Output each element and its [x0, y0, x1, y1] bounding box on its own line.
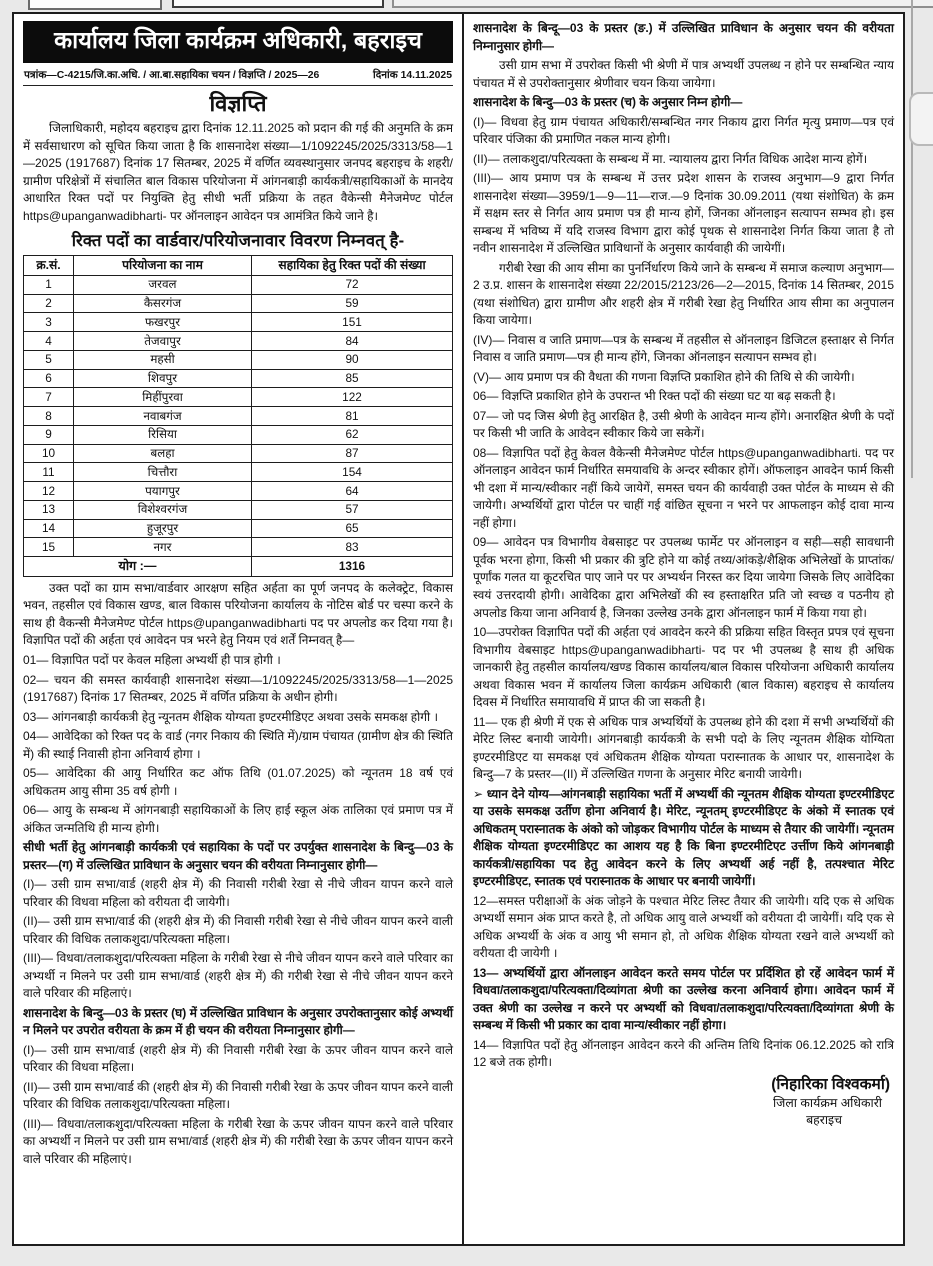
- table-cell: रिसिया: [74, 425, 252, 444]
- table-cell: नवाबगंज: [74, 407, 252, 426]
- table-row: [24, 519, 453, 538]
- clipping-fragment-right-border: [911, 0, 913, 478]
- table-row: [24, 538, 453, 557]
- table-cell: 81: [252, 407, 453, 426]
- table-cell: 62: [252, 425, 453, 444]
- notice-date: दिनांक 14.11.2025: [373, 70, 452, 82]
- table-row: [24, 332, 453, 351]
- paragraph: 09— आवेदन पत्र विभागीय वेबसाइट पर उपलब्ध फार्मेट पर ऑनलाइन व सही—सही सावधानी पूर्वक भरना होगा, किसी भी प्रकार की त्रुटि होने या कोई तथ्य/आंकड़े/शैक्षिक अभिलेखों के प्राप्तांक/पूर्णांक गलत या कूटरचित पाए जाने पर पर अभ्यर्थन निरस्त कर दिया जायेगा जिसके लिए आवेदिका स्वयं उत्तरदायी होगी। आवेदिका द्वारा अभिलेखों की स्व हस्ताक्षरित प्रति जो स्वच्छ व पठनीय हो अपलोड किया जाना अनिवार्य है, जिनका उल्लेख उनके द्वारा ऑनलाइन फार्म में किया गया हो।: [473, 535, 894, 620]
- table-cell: 9: [24, 425, 74, 444]
- table-row: [24, 294, 453, 313]
- table-cell: 10: [24, 444, 74, 463]
- table-header-row: [24, 256, 453, 275]
- clipping-fragment-top-left: [28, 0, 162, 10]
- paragraph: 08— विज्ञापित पदों हेतु केवल वैकेन्सी मैनेजमेण्ट पोर्टल https@upanganwadibharti. पद पर ऑनलाइन आवेदन फार्म निर्धारित समयावधि के अन्दर स्वीकार होगें। ऑफलाइन आवदेन फार्म किसी भी दशा में मान्य/स्वीकार नहीं किये जायेगें, समस्त चयन की कार्यवाही उक्त पोर्टल के माध्यम से की जायेगी। अभ्यर्थियों द्वारा पोर्टल पर चाहीं गई वांछित सूचना न भरने पर आफलाइन कोई दावा मान्य नहीं होगा।: [473, 445, 894, 530]
- left-column: [14, 14, 464, 1244]
- table-cell: विशेश्वरगंज: [74, 500, 252, 519]
- table-row: [24, 444, 453, 463]
- paragraph: (II)— उसी ग्राम सभा/वार्ड की (शहरी क्षेत्र में) की निवासी गरीबी रेखा के ऊपर जीवन यापन करने वाली परिवार की विधिक तलाकशुदा/परित्यक्ता महिला।: [23, 1079, 453, 1112]
- table-cell: 84: [252, 332, 453, 351]
- table-row: [24, 369, 453, 388]
- paragraph: (III)— विधवा/तलाकशुदा/परित्यक्ता महिला के गरीबी रेखा के ऊपर जीवन यापन करने वाले परिवार का अभ्यर्थी न मिलने पर उसी ग्राम सभा/वार्ड (शहरी क्षेत्र में) की गरीबी रेखा के ऊपर जीवन यापन करने वाले परिवार की महिलाएं।: [23, 1116, 453, 1166]
- notice-clipping: [12, 12, 905, 1246]
- table-row: [24, 407, 453, 426]
- paragraph: 06— आयु के सम्बन्ध में आंगनबाड़ी सहायिकाओं के लिए हाई स्कूल अंक तालिका एवं प्रमाण पत्र में अंकित जन्मतिथि ही मान्य होगी।: [23, 803, 453, 835]
- table-cell: नगर: [74, 538, 252, 557]
- column-header-vacancies: सहायिका हेतु रिक्त पदों की संख्या: [252, 256, 453, 275]
- table-cell: 13: [24, 500, 74, 519]
- table-cell: तेजवापुर: [74, 332, 252, 351]
- paragraph: (IV)— निवास व जाति प्रमाण—पत्र के सम्बन्ध में तहसील से ऑनलाइन डिजिटल हस्ताक्षर से निर्गत निवास व जाति प्रमाण—पत्र ही मान्य होंगे, जिनका ऑनलाइन सत्यापन सम्भव हो।: [473, 332, 894, 365]
- table-row: [24, 275, 453, 294]
- table-cell: 11: [24, 463, 74, 482]
- reference-row: [23, 66, 453, 86]
- paragraph: (I)— विधवा हेतु ग्राम पंचायत अधिकारी/सम्बन्धित नगर निकाय द्वारा निर्गत मृत्यु प्रमाण—पत्र एवं परिवार पंजिका की प्रमाणित नकल मान्य होगी।: [473, 114, 894, 147]
- table-cell: 90: [252, 350, 453, 369]
- signatory-designation: जिला कार्यक्रम अधिकारी: [772, 1096, 882, 1111]
- paragraph: 03— आंगनबाड़ी कार्यकत्री हेतु न्यूनतम शैक्षिक योग्यता इण्टरमीडिएट अथवा उसके समकक्ष होगी ।: [23, 709, 439, 724]
- table-cell: कैसरगंज: [74, 294, 252, 313]
- table-cell: फखरपुर: [74, 313, 252, 332]
- table-row: [24, 313, 453, 332]
- table-cell: 14: [24, 519, 74, 538]
- table-row: [24, 482, 453, 501]
- table-cell: महसी: [74, 350, 252, 369]
- vacancy-table: [23, 255, 453, 576]
- notice-title: विज्ञप्ति: [209, 91, 267, 117]
- letter-number: पत्रांक—C-4215/जि.का.अधि. / आ.बा.सहायिका चयन / विज्ञप्ति / 2025—26: [24, 70, 320, 82]
- table-cell: 6: [24, 369, 74, 388]
- table-cell: चित्तौरा: [74, 463, 252, 482]
- paragraph: (III)— विधवा/तलाकशुदा/परित्यक्ता महिला के गरीबी रेखा से नीचे जीवन यापन करने वाले परिवार का अभ्यर्थी न मिलने पर उसी ग्राम सभा/वार्ड (शहरी क्षेत्र में) की गरीबी रेखा से नीचे जीवन यापन करने वाले परिवार की महिलाएं।: [23, 951, 453, 1001]
- table-row: [24, 425, 453, 444]
- table-cell: 83: [252, 538, 453, 557]
- paragraph: 10—उपरोक्त विज्ञापित पदों की अर्हता एवं आवदेन करने की प्रक्रिया सहित विस्तृत प्रपत्र एवं सूचना विभागीय वेबसाइट https@upanganwadibharti- पद पर भी उपलब्ध है साथ ही अधिक जानकारी हेतु तहसील कार्यालय/खण्ड विकास कार्यालय/बाल विकास परियोजना अधिकारी कार्यालय अथवा विकास भवन में कार्यालय जिला कार्यक्रम अधिकारी (बाल विकास) बहराइच से कार्यालय दिवस में निर्धारित समायावधि में प्राप्त की जा सकती है।: [473, 625, 894, 710]
- paragraph: (III)— आय प्रमाण पत्र के सम्बन्ध में उत्तर प्रदेश शासन के राजस्व अनुभाग—9 द्वारा निर्गत शासनादेश संख्या—3959/1—9—11—राज.—9 दिनांक 30.09.2011 (यथा संशोधित) के क्रम में सक्षम स्तर से निर्गत आय प्रमाण पत्र ही मान्य होगें, जिनका ऑनलाइन सत्यापन सम्भव हो। इस सम्बन्ध में भविष्य में यदि राजस्व विभाग द्वारा कोई पृथक से शासनादेश निर्गत किया जाता है तो नवीन शासनादेश में उल्लिखित प्राविधानों के अनुसार कार्यवाही की जायेगीं।: [473, 171, 894, 256]
- paragraph: उक्त पदों का ग्राम सभा/वार्डवार आरक्षण सहित अर्हता का पूर्ण जनपद के कलेक्ट्रेट, विकास भवन, तहसील एवं विकास खण्ड, बाल विकास परियोजना कार्यालय के नोटिस बोर्ड पर चस्पा करने के साथ ही वैकन्सी मैनेजमेण्ट पोर्टल https@upanganwadibharti पद पर अपलोड कर दिया गया है। विज्ञापित पदों की अर्हता एवं आवेदन पत्र भरने हेतु नियम एवं शर्तें निम्नवत् है—: [23, 580, 453, 648]
- table-cell: 65: [252, 519, 453, 538]
- paragraph: 12—समस्त परीक्षाओं के अंक जोड़ने के पश्चात मेरिट लिस्ट तैयार की जायेगी। यदि एक से अधिक अभ्यर्थी समान अंक प्राप्त करते है, तो अधिक आयु वाले अभ्यर्थी को वरीयता दी जायेगीं। यदि एक से अधिक अभ्यर्थी के अंक व आयु भी समान हो, तो अधिक शैक्षिक योग्यता रखने वाले अभ्यर्थी को वरीयता दी जायेगी ।: [473, 893, 894, 961]
- paragraph: 07— जो पद जिस श्रेणी हेतु आरक्षित है, उसी श्रेणी के आवेदन मान्य होंगे। अनारक्षित श्रेणी के पदों पर किसी भी जाति के आवेदन स्वीकार किये जा सकेगें।: [473, 408, 894, 441]
- vacancy-table-body: [24, 275, 453, 556]
- table-cell: 15: [24, 538, 74, 557]
- table-cell: हुजूरपुर: [74, 519, 252, 538]
- paragraph: शासनादेश के बिन्दु—03 के प्रस्तर (च) के अनुसार निम्न होगी—: [473, 95, 743, 110]
- paragraph: 11— एक ही श्रेणी में एक से अधिक पात्र अभ्यर्थियों के उपलब्ध होने की दशा में सभी अभ्यर्थियों की मेरिट लिस्ट बनायी जायेगी। आंगनबाड़ी कार्यकत्री के सभी पदो के लिए न्यूनतम शैक्षिक योग्यिता इण्टरमीडिएट या समकक्ष एवं अधिकतम शैक्षिक योग्यता परास्नातक के आधार पर, शासनादेश के बिन्दु—7 के प्रस्तर—(II) में उल्लिखित गणना के अनुसार मेरिट बनायी जायेगी।: [473, 714, 894, 782]
- table-cell: 1: [24, 275, 74, 294]
- table-cell: 5: [24, 350, 74, 369]
- table-cell: बलहा: [74, 444, 252, 463]
- clipping-fragment-top-middle: [172, 0, 384, 8]
- table-cell: 57: [252, 500, 453, 519]
- right-paragraphs: [473, 20, 894, 1072]
- paragraph: 01— विज्ञापित पदों पर केवल महिला अभ्यर्थी ही पात्र होगी ।: [23, 652, 281, 667]
- paragraph: 04— आवेदिका को रिक्त पद के वार्ड (नगर निकाय की स्थिति में)/ग्राम पंचायत (ग्रामीण क्षेत्र की स्थिति में) की स्थाई निवासी होना अनिवार्य होगा ।: [23, 729, 453, 761]
- paragraph: ➢ ध्यान देने योग्य—आंगनबाड़ी सहायिका भर्ती में अभ्यर्थी की न्यूनतम शैक्षिक योग्यता इण्टरमीडिएट या उसके समकक्ष उर्तीण होना अनिवार्य है। मेरिट, न्यूनतम् इण्टरमीडिएट के अंको में स्नातक एवं अधिकतम् परास्नातक के अंको को जोड़कर विभागीय पोर्टल के माध्यम से तैयार की जायेगीं। न्यूनतम शैक्षिक योग्यता इण्टरमीडिएट का आशय यह है कि बिना इण्टरमीटिएट उर्त्तीण किये आंगनबाड़ी कार्यकत्री/सहायिका पद हेतु आवेदन करने के लिए अभ्यर्थी अर्ह नहीं है, तत्पश्चात मेरिट इण्टरमीडिएट, स्नातक एवं परास्नातक के आधार पर बनायी जायेगीं।: [473, 786, 894, 889]
- paragraph: 02— चयन की समस्त कार्यवाही शासनादेश संख्या—1/1092245/2025/3313/58—1—2025 (1917687) दिनांक 17 सितम्बर, 2025 में वर्णित प्रक्रिया के अधीन होगी।: [23, 672, 453, 705]
- table-row: [24, 350, 453, 369]
- paragraph: (I)— उसी ग्राम सभा/वार्ड (शहरी क्षेत्र में) की निवासी गरीबी रेखा से नीचे जीवन यापन करने वाले परिवार की विधवा महिला को वरीयता दी जायेगी।: [23, 877, 453, 909]
- table-cell: 72: [252, 275, 453, 294]
- column-header-serial: क्र.सं.: [24, 256, 74, 275]
- table-total-row: [24, 557, 453, 577]
- clipping-fragment-top-right: [392, 0, 933, 8]
- paragraph: 05— आवेदिका की आयु निर्धारित कट ऑफ तिथि (01.07.2025) को न्यूनतम 18 वर्ष एवं अधिकतम आयु सीमा 35 वर्ष होगी ।: [23, 766, 453, 798]
- total-label: योग :—: [24, 557, 252, 577]
- table-cell: शिवपुर: [74, 369, 252, 388]
- paragraph: 06— विज्ञप्ति प्रकाशित होने के उपरान्त भी रिक्त पदों की संख्या घट या बढ़ सकती है।: [473, 389, 836, 404]
- column-header-project: परियोजना का नाम: [74, 256, 252, 275]
- table-row: [24, 500, 453, 519]
- table-cell: 122: [252, 388, 453, 407]
- office-header: कार्यालय जिला कार्यक्रम अधिकारी, बहराइच: [23, 21, 453, 63]
- signatory-place: बहराइच: [806, 1113, 842, 1128]
- table-cell: 12: [24, 482, 74, 501]
- table-cell: 64: [252, 482, 453, 501]
- table-cell: 8: [24, 407, 74, 426]
- paragraph: (I)— उसी ग्राम सभा/वार्ड (शहरी क्षेत्र में) की निवासी गरीबी रेखा के ऊपर जीवन यापन करने वाले परिवार की विधवा महिला।: [23, 1042, 453, 1075]
- table-cell: 3: [24, 313, 74, 332]
- table-cell: मिहींपुरवा: [74, 388, 252, 407]
- table-cell: 59: [252, 294, 453, 313]
- paragraph: सीधी भर्ती हेतु आंगनबाड़ी कार्यकत्री एवं सहायिका के पदों पर उपर्युक्त शासनादेश के बिन्दु—03 के प्रस्तर—(ग) में उल्लिखित प्राविधान के अनुसार चयन की वरीयता निम्नानुसार होगी—: [23, 840, 453, 872]
- table-row: [24, 463, 453, 482]
- paragraph: शासनादेश के बिन्दु—03 के प्रस्तर (घ) में उल्लिखित प्राविधान के अनुसार उपरोक्तानुसार कोई अभ्यर्थी न मिलने पर उपरोत वरीयता के क्रम में ही चयन की वरीयता निम्नानुसार होगी—: [23, 1005, 453, 1038]
- table-cell: 154: [252, 463, 453, 482]
- clipping-fragment-right-pill: [909, 92, 933, 146]
- left-paragraphs: [23, 580, 453, 1169]
- table-cell: 7: [24, 388, 74, 407]
- table-row: [24, 388, 453, 407]
- right-column: [464, 14, 903, 1244]
- paragraph: (II)— उसी ग्राम सभा/वार्ड की (शहरी क्षेत्र में) की निवासी गरीबी रेखा से नीचे जीवन यापन करने वाली परिवार की विधिक तलाकशुदा/परित्यक्ता महिला।: [23, 914, 453, 946]
- table-cell: 2: [24, 294, 74, 313]
- paragraph: उसी ग्राम सभा में उपरोक्त किसी भी श्रेणी में पात्र अभ्यर्थी उपलब्ध न होने पर सम्बन्धित न्याय पंचायत में से उपरोक्तानुसार श्रेणीवार चयन किया जायेगा।: [473, 58, 894, 90]
- intro-paragraph: जिलाधिकारी, महोदय बहराइच द्वारा दिनांक 12.11.2025 को प्रदान की गई की अनुमति के क्रम में सर्वसाधारण को सूचित किया जाता है कि शासनादेश संख्या—1/1092245/2025/3313/58—1—2025 (1917687) दिनांक 17 सितम्बर, 2025 में वर्णित व्यवस्थानुसार जनपद बहराइच के शहरी/ग्रामीण परिक्षेत्रों में संचालित बाल विकास परियोजना में आंगनबाड़ी कार्यकत्री/सहायिकाओं के मानदेय आधारित रिक्त पदों पर नियुक्ति हेतु सीधी भर्ती प्रक्रिया के तहत वैकेन्सी मैनेजमेण्ट पोर्टल https@upanganwadibharti- पर ऑनलाइन आवेदन पत्र आमंत्रित किये जाने है।: [23, 121, 453, 223]
- vacancy-table-heading: रिक्त पदों का वार्डवार/परियोजनावार विवरण निम्नवत् है-: [71, 232, 405, 251]
- total-value: 1316: [252, 557, 453, 577]
- table-cell: 4: [24, 332, 74, 351]
- paragraph: शासनादेश के बिन्दू—03 के प्रस्तर (ङ.) में उल्लिखित प्राविधान के अनुसार चयन की वरीयता निम्नानुसार होगी—: [473, 21, 894, 53]
- table-cell: 87: [252, 444, 453, 463]
- paragraph: 14— विज्ञापित पदों हेतु ऑनलाइन आवेदन करने की अन्तिम तिथि दिनांक 06.12.2025 को रात्रि 12 बजे तक होगी।: [473, 1037, 894, 1070]
- table-cell: 85: [252, 369, 453, 388]
- table-cell: 151: [252, 313, 453, 332]
- signature-block: [473, 1075, 894, 1129]
- paragraph: (II)— तलाकशुदा/परित्यक्ता के सम्बन्ध में मा. न्यायालय द्वारा निर्गत विधिक आदेश मान्य होगें।: [473, 151, 868, 166]
- table-cell: जरवल: [74, 275, 252, 294]
- signatory-name: (निहारिका विश्वकर्मा): [771, 1075, 890, 1093]
- table-cell: पयागपुर: [74, 482, 252, 501]
- paragraph: गरीबी रेखा की आय सीमा का पुनर्निर्धारण किये जाने के सम्बन्ध में समाज कल्याण अनुभाग—2 उ.प्र. शासन के शासनादेश संख्या 22/2015/2123/26—2—2015, दिनांक 14 सितम्बर, 2015 (यथा संशोधित) द्वारा ग्रामीण और शहरी क्षेत्र में गरीबी रेखा हेतु निर्धारित आय सीमा का अनुपालन किया जायेगा।: [473, 260, 894, 328]
- paragraph: (V)— आय प्रमाण पत्र की वैधता की गणना विज्ञप्ति प्रकाशित होने की तिथि से की जायेगी।: [473, 369, 855, 384]
- paragraph: 13— अभ्यर्थियों द्वारा ऑनलाइन आवेदन करते समय पोर्टल पर प्रर्दिशित हो रहें आवेदन फार्म में विधवा/तलाकशुदा/परित्यक्ता/दिव्यांगता श्रेणी का उल्लेख करना अनिवार्य होगा। आवेदन फार्म में उक्त श्रेणी का उल्लेख न करने पर अभ्यर्थी को विधवा/तलाकशुदा/परित्यक्ता/दिव्यांगता श्रेणी के सम्बन्ध में किसी भी प्रकार का दावा मान्य/स्वीकार नहीं होगा।: [473, 965, 894, 1033]
